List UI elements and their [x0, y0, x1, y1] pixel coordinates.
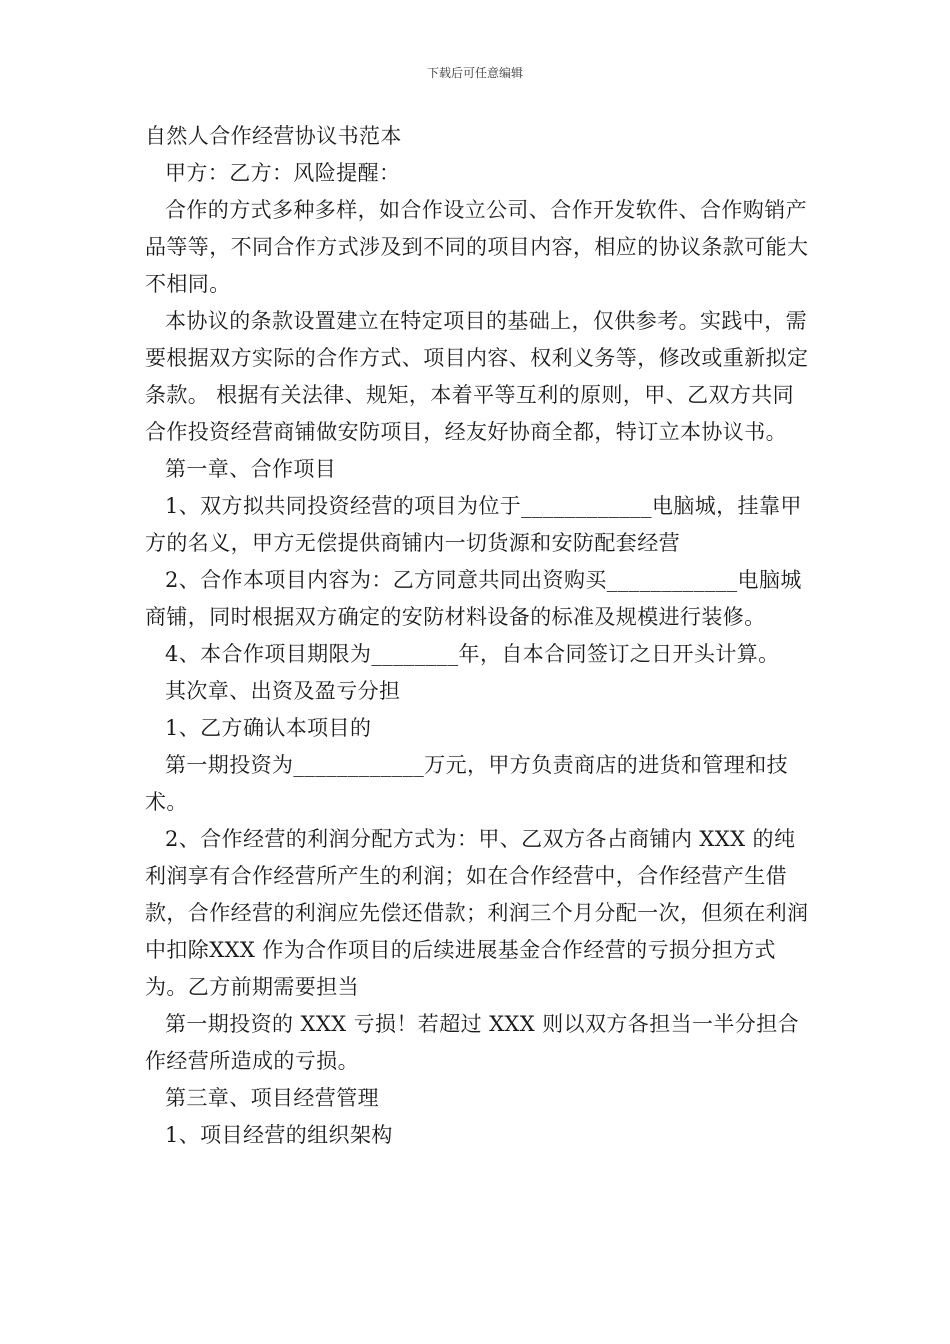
chapter-1-clause-2: 2、合作本项目内容为：乙方同意共同出资购买____________电脑城商铺，同时根据双方确定的安防材料设备的标准及规模进行装修。	[145, 568, 802, 629]
chapter-3-heading: 第三章、项目经营管理	[165, 1086, 379, 1110]
chapter-2-loss-sharing: 第一期投资的 XXX 亏损！若超过 XXX 则以双方各担当一半分担合作经营所造成的亏损。	[145, 1012, 799, 1073]
chapter-2-heading: 其次章、出资及盈亏分担	[165, 679, 401, 703]
document-title: 自然人合作经营协议书范本	[145, 124, 402, 148]
page-header-note: 下载后可任意编辑	[426, 66, 523, 80]
paragraph-parties: 甲方：乙方：风险提醒：	[165, 161, 401, 185]
paragraph-risk-note-2: 本协议的条款设置建立在特定项目的基础上，仅供参考。实践中，需要根据双方实际的合作方式、项目内容、权利义务等，修改或重新拟定条款。 根据有关法律、规矩，本着平等互利的原则，甲、乙双方共同合作投资经营商铺做安防项目，经友好协商全都，特订立本协议书。	[145, 309, 809, 444]
chapter-2-clause-2: 2、合作经营的利润分配方式为：甲、乙双方各占商铺内 XXX 的纯利润享有合作经营所产生的利润；如在合作经营中，合作经营产生借款，合作经营的利润应先偿还借款；利润三个月分配一次，但须在利润中扣除XXX 作为合作项目的后续进展基金合作经营的亏损分担方式为。乙方前期需要担当	[145, 827, 809, 999]
chapter-3-clause-1: 1、项目经营的组织架构	[165, 1123, 393, 1147]
chapter-1-clause-4: 4、本合作项目期限为________年，自本合同签订之日开头计算。	[165, 642, 780, 666]
chapter-1-clause-1: 1、双方拟共同投资经营的项目为位于____________电脑城，挂靠甲方的名义，甲方无偿提供商铺内一切货源和安防配套经营	[145, 494, 802, 555]
paragraph-risk-note-1: 合作的方式多种多样，如合作设立公司、合作开发软件、合作购销产品等等，不同合作方式涉及到不同的项目内容，相应的协议条款可能大不相同。	[145, 198, 809, 296]
chapter-2-clause-1: 1、乙方确认本项目的	[165, 716, 372, 740]
document-body	[145, 118, 813, 1154]
chapter-1-heading: 第一章、合作项目	[165, 457, 337, 481]
chapter-2-first-investment: 第一期投资为____________万元，甲方负责商店的进货和管理和技术。	[145, 753, 788, 814]
